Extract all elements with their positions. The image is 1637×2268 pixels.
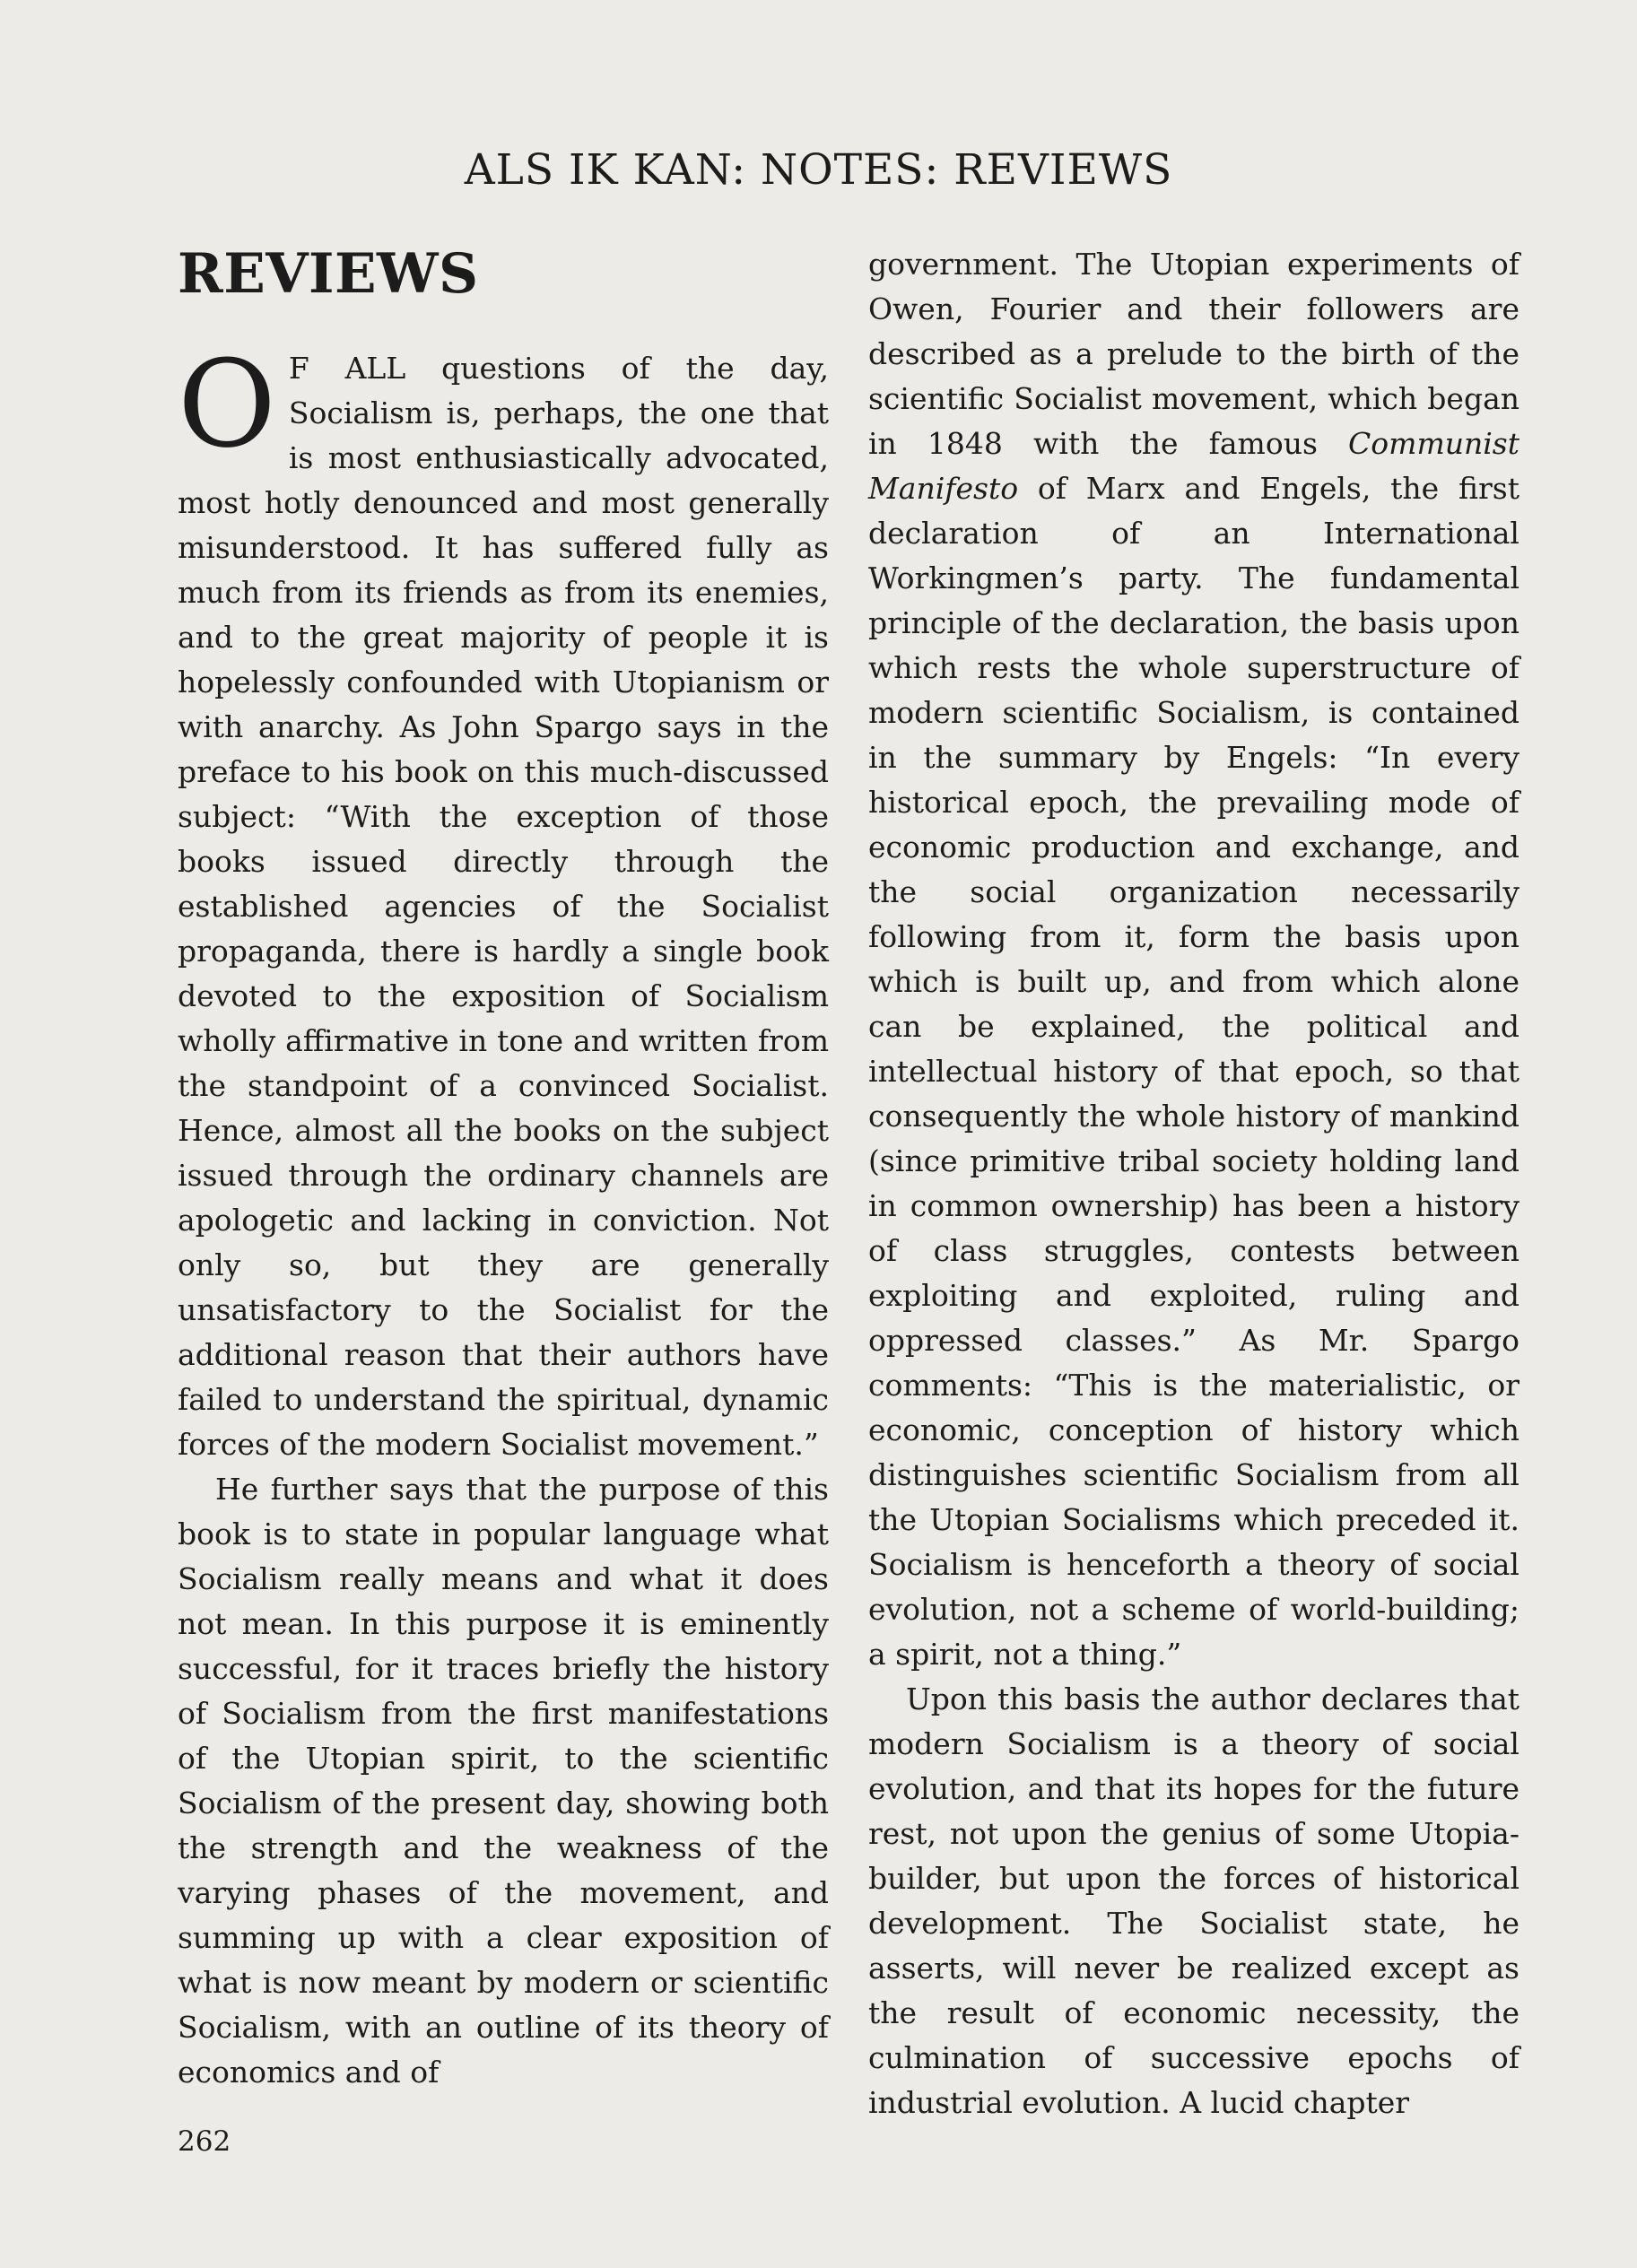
running-head: ALS IK KAN: NOTES: REVIEWS xyxy=(464,145,1173,195)
drop-cap: O xyxy=(178,335,276,474)
left-paragraph-1-text: questions of the day, Socialism is, perhaps, the one that is most enthusiastically advocated, most hotly denounced and most generally misunderstood. It has suffered fully as much from its friends as from its enemies, and to the great majority of people it is hopelessly confounded with Utopianism or with anarchy. As John Spargo says in the preface to his book on this much-discussed subject: “With the exception of those books issued directly through the established agencies of the Socialist propaganda, there is hardly a single book devoted to the exposition of Socialism wholly affirmative in tone and written from the standpoint of a convinced Socialist. Hence, almost all the books on the subject issued through the ordinary channels are apologetic and lacking in conviction. Not only so, but they are generally unsatisfactory to the Socialist for the additional reason that their authors have failed to understand the spiritual, dynamic forces of the modern Socialist movement.” xyxy=(178,351,830,1462)
book-title-italic: Communist Manifesto xyxy=(868,426,1519,506)
left-paragraph-2: He further says that the purpose of this book is to state in popular language what Socialism really means and what it does not mean. In this purpose it is eminently successful, for it traces briefly the history of Socialism from the first manifestations of the Utopian spirit, to the scientific Socialism of the present day, showing both the strength and the weakness of the varying phases of the movement, and summing up with a clear exposition of what is now meant by modern or scientific Socialism, with an outline of its theory of economics and of xyxy=(178,1472,829,2090)
text-columns xyxy=(178,242,1519,2125)
right-paragraph-2: Upon this basis the author declares that modern Socialism is a theory of social evolution, and that its hopes for the future rest, not upon the genius of some Utopia-builder, but upon the forces of historical development. The Socialist state, he asserts, will never be realized except as the result of economic necessity, the culmination of successive epochs of industrial evolution. A lucid chapter xyxy=(868,1681,1519,2120)
right-paragraph-1 xyxy=(868,242,1519,1677)
right-column xyxy=(868,242,1519,2125)
left-paragraph-1 xyxy=(178,335,830,1467)
lead-in: F ALL xyxy=(288,351,406,386)
right-paragraph-1-b: of Marx and Engels, the first declaration of an International Workingmen’s party. The fundamental principle of the declaration, the basis upon which rests the whole superstructure of modern scientific Socialism, is contained in the summary by Engels: “In every historical epoch, the prevailing mode of economic production and exchange, and the social organization necessarily following from it, form the basis upon which is built up, and from which alone can be explained, the political and intellectual history of that epoch, so that consequently the whole history of mankind (since primitive tribal society holding land in common ownership) has been a history of class struggles, contests between exploiting and exploited, ruling and oppressed classes.” As Mr. Spargo comments: “This is the materialistic, or economic, conception of history which distinguishes scientific Socialism from all the Utopian Socialisms which preceded it. Socialism is henceforth a theory of social evolution, not a scheme of world-building; a spirit, not a thing.” xyxy=(868,471,1519,1672)
left-column xyxy=(178,242,829,2125)
section-title: REVIEWS xyxy=(178,242,479,306)
right-paragraph-1-a: government. The Utopian experiments of Owen, Fourier and their followers are described as a prelude to the birth of the scientific Socialist movement, which began in 1848 with the famous xyxy=(868,247,1519,461)
page-number: 262 xyxy=(178,2125,231,2158)
